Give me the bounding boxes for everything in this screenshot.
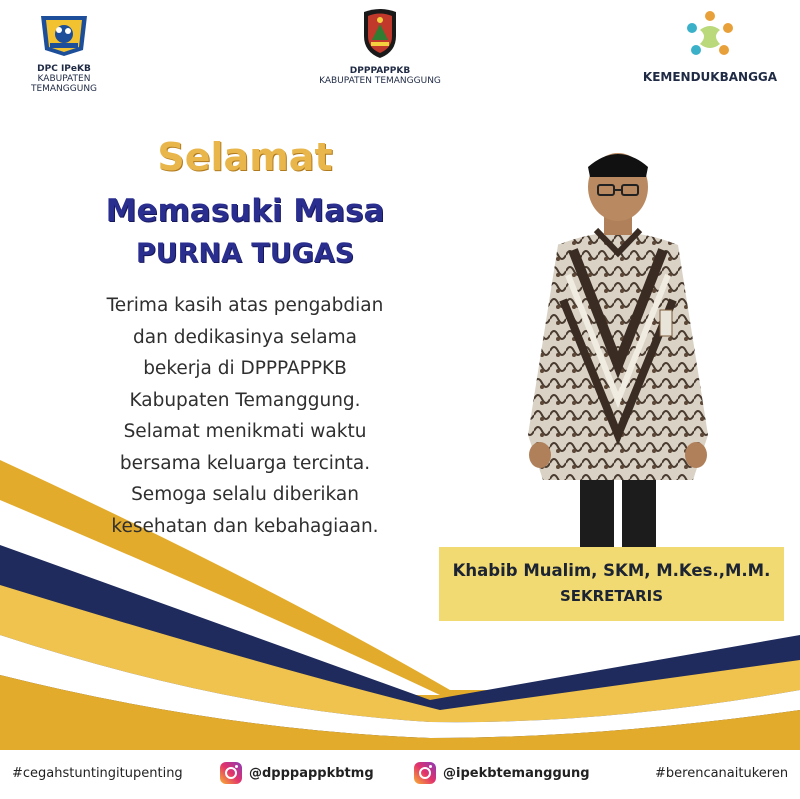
message-line: Terima kasih atas pengabdian <box>106 295 384 316</box>
instagram-handle-text: @ipekbtemanggung <box>443 765 590 781</box>
greeting-purna-tugas: PURNA TUGAS <box>135 238 355 269</box>
portrait-photo <box>518 135 718 550</box>
instagram-handle-text: @dpppappkbtmg <box>249 765 374 781</box>
message-text <box>75 290 415 542</box>
logo-sub-dpppappkb: KABUPATEN TEMANGGUNG <box>319 76 441 86</box>
logo-org-ipekb: DPC IPeKB <box>37 64 91 74</box>
person-role: SEKRETARIS <box>559 587 664 605</box>
message-line: bekerja di DPPPAPPKB <box>143 358 347 379</box>
logo-dpppappkb <box>305 6 455 86</box>
message-line: kesehatan dan kebahagiaan. <box>111 515 379 537</box>
name-box <box>439 547 784 621</box>
logo-org-dpppappkb: DPPPAPPKB <box>349 66 411 76</box>
message-line: Selamat menikmati waktu <box>123 421 367 442</box>
footer <box>0 752 800 799</box>
temanggung-coat-of-arms-icon <box>360 6 400 60</box>
message-line: Semoga selalu diberikan <box>131 484 359 505</box>
logo-ipekb <box>8 10 120 94</box>
instagram-icon <box>220 762 242 784</box>
logo-sub-ipekb: KABUPATEN TEMANGGUNG <box>30 74 98 94</box>
kemendukbangga-logo-icon <box>682 8 738 64</box>
person-name: Khabib Mualim, SKM, M.Kes.,M.M. <box>452 561 771 580</box>
instagram-icon <box>414 762 436 784</box>
logo-kemendukbangga <box>630 8 790 84</box>
instagram-handle-2[interactable] <box>414 762 590 784</box>
greeting-memasuki-masa: Memasuki Masa <box>105 193 385 229</box>
message-line: bersama keluarga tercinta. <box>119 452 371 474</box>
hashtag-left: #cegahstuntingitupenting <box>12 766 183 781</box>
hashtag-right: #berencanaitukeren <box>655 766 789 781</box>
header <box>0 0 800 100</box>
message-line: Kabupaten Temanggung. <box>129 389 361 411</box>
message-line: dan dedikasinya selama <box>133 326 357 348</box>
logo-org-kemendukbangga: KEMENDUKBANGGA <box>642 70 778 84</box>
instagram-handle-1[interactable] <box>220 762 374 784</box>
ipekb-emblem-icon <box>37 10 91 58</box>
greeting-selamat: Selamat <box>157 135 333 179</box>
